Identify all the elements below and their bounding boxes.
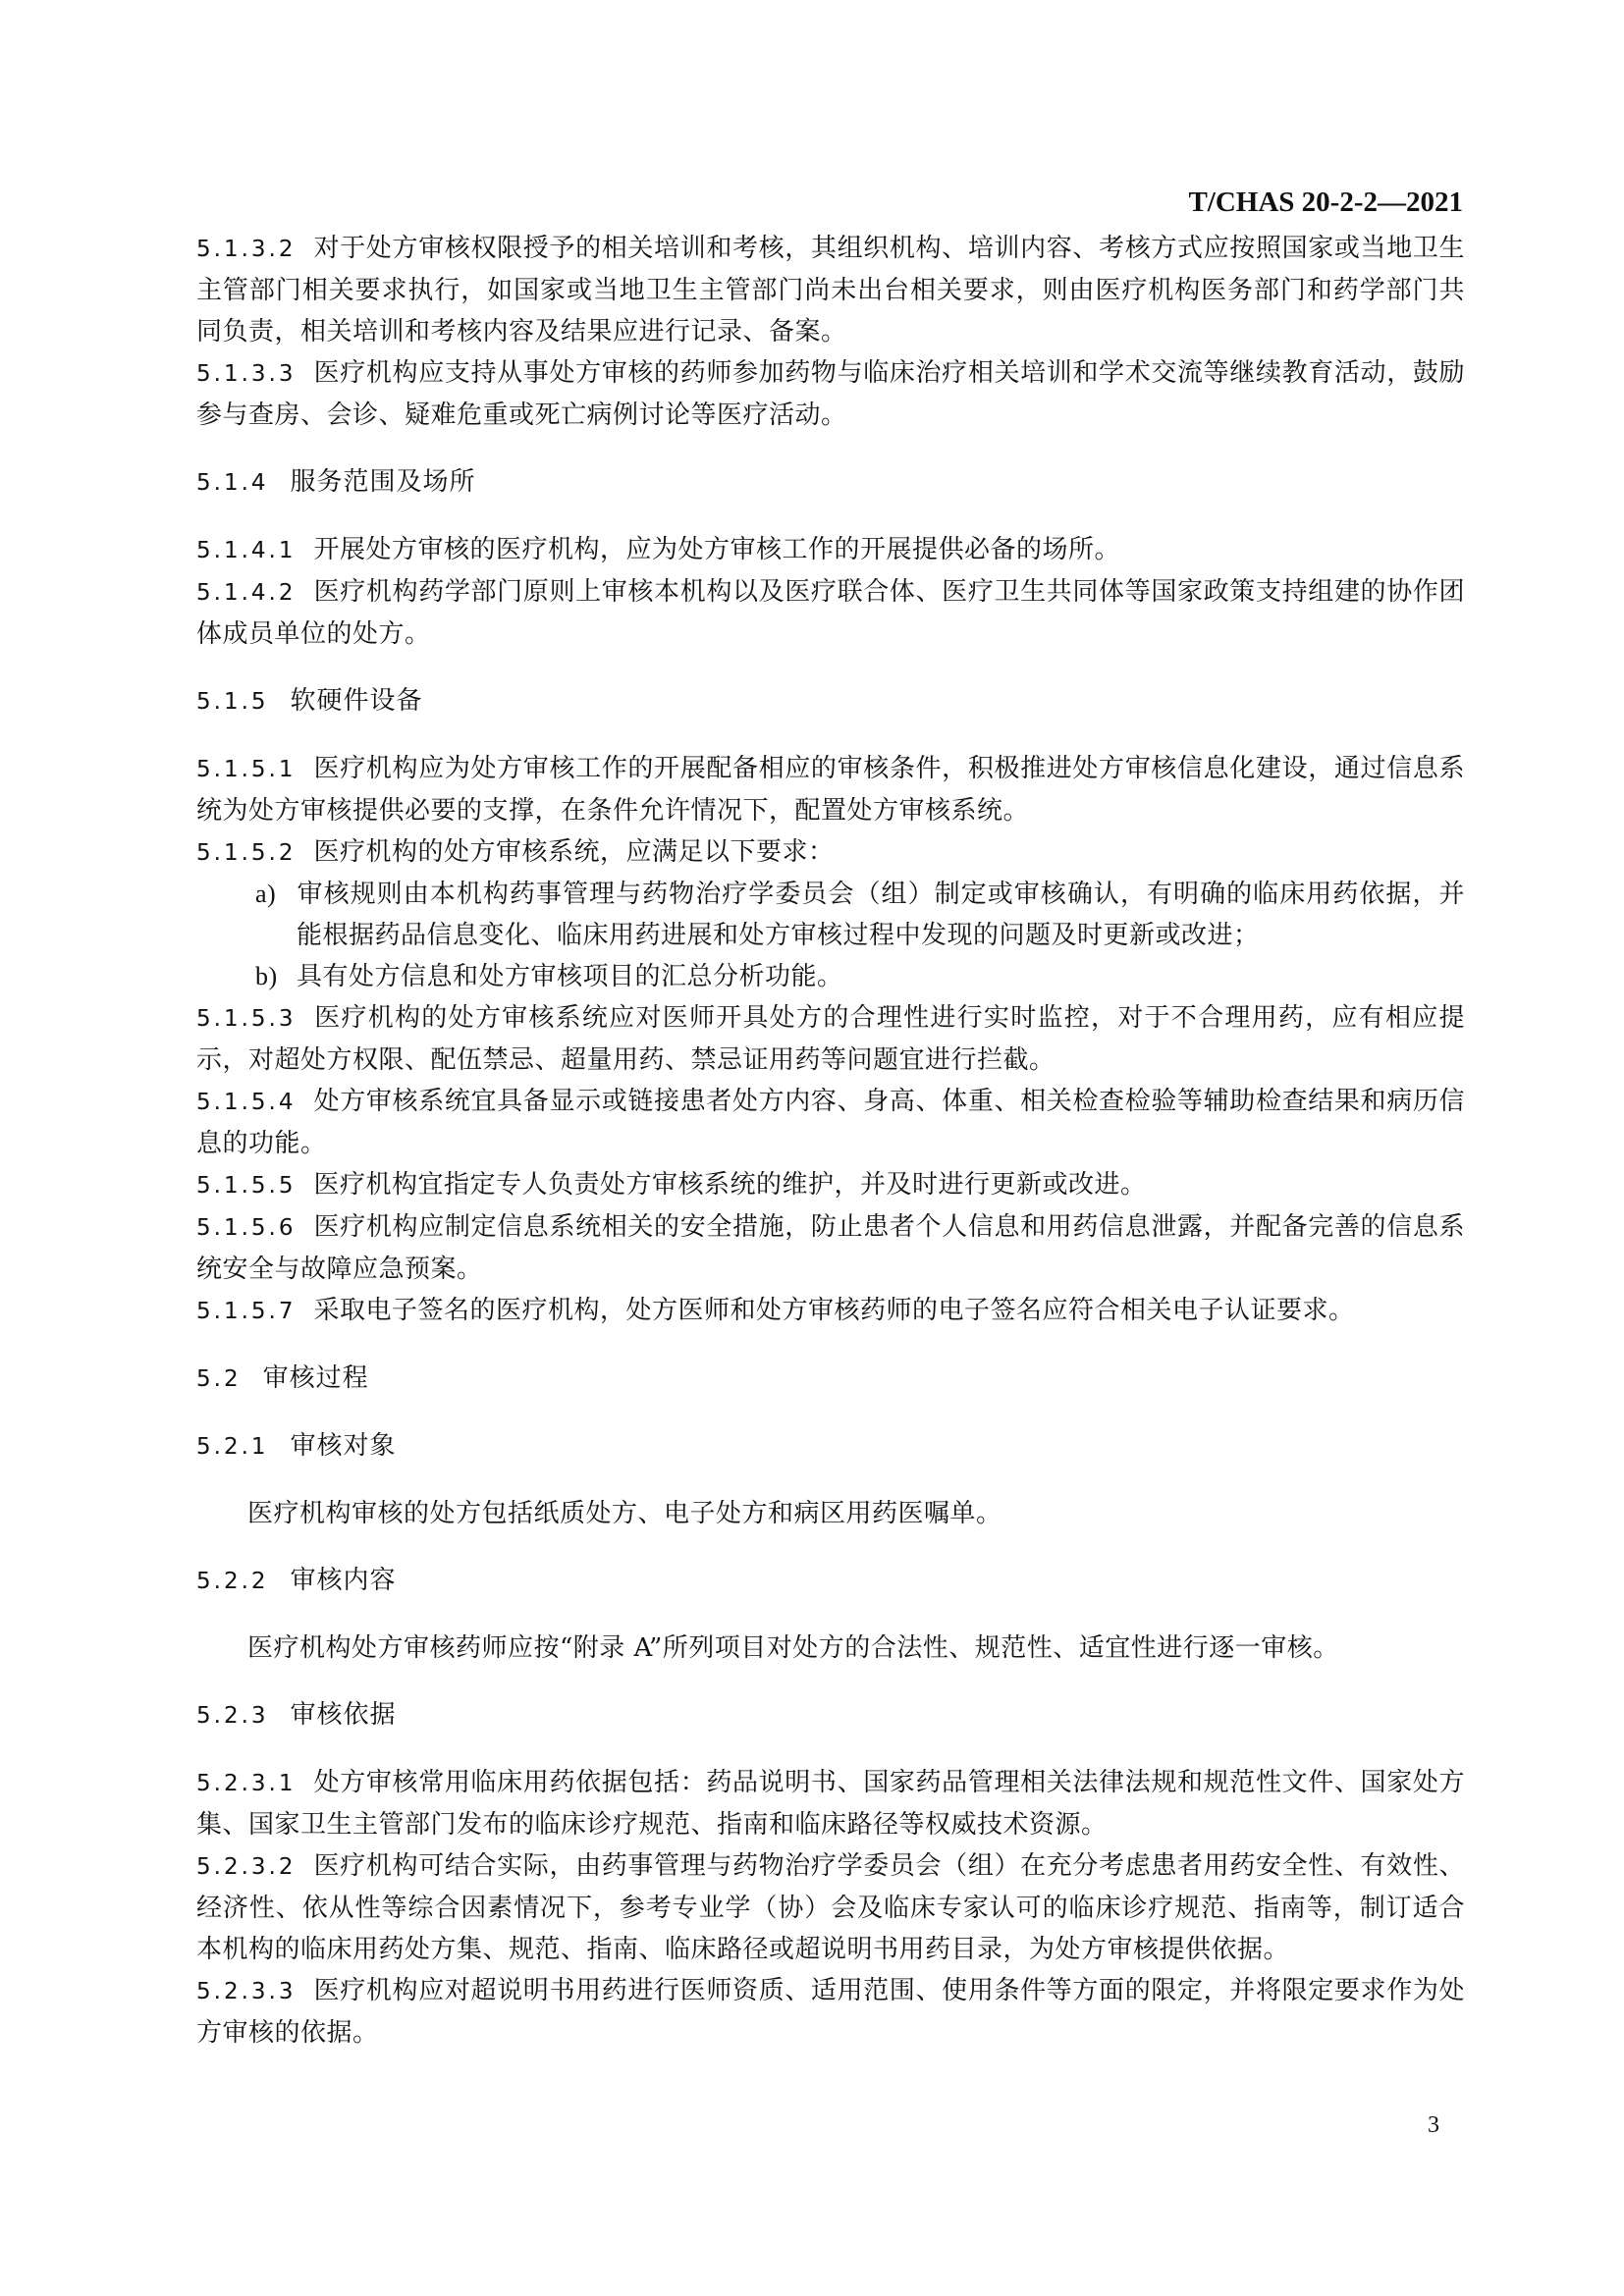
document-body [196, 228, 1465, 2054]
section-heading [196, 461, 1465, 504]
clause-number: 5.1.3.3 [196, 361, 297, 387]
paragraph [196, 1493, 1465, 1534]
clause-paragraph [196, 1164, 1465, 1206]
clause-paragraph [196, 529, 1465, 571]
clause-number: 5.2.3.2 [196, 1854, 297, 1880]
clause-number: 5.1.5 [196, 689, 269, 715]
clause-paragraph [196, 1290, 1465, 1332]
clause-paragraph [196, 352, 1465, 436]
clause-paragraph [196, 228, 1465, 352]
list-marker: a) [255, 880, 277, 908]
clause-number: 5.1.5.6 [196, 1215, 297, 1241]
clause-text: 服务范围及场所 [290, 467, 476, 497]
clause-text: 医疗机构应制定信息系统相关的安全措施，防止患者个人信息和用药信息泄露，并配备完善的信息系统安全与故障应急预案。 [196, 1212, 1465, 1284]
standard-code: T/CHAS 20-2-2—2021 [1188, 187, 1463, 218]
clause-text: 医疗机构审核的处方包括纸质处方、电子处方和病区用药医嘱单。 [247, 1499, 1002, 1528]
clause-number: 5.2.3 [196, 1703, 269, 1729]
section-heading [196, 680, 1465, 722]
clause-text: 审核规则由本机构药事管理与药物治疗学委员会（组）制定或审核确认，有明确的临床用药依据，并能根据药品信息变化、临床用药进展和处方审核过程中发现的问题及时更新或改进； [297, 880, 1465, 950]
clause-paragraph [196, 1845, 1465, 1970]
clause-text: 医疗机构处方审核药师应按“附录 A”所列项目对处方的合法性、规范性、适宜性进行逐一审核。 [247, 1633, 1339, 1663]
page-number: 3 [1428, 2112, 1439, 2138]
clause-text: 开展处方审核的医疗机构，应为处方审核工作的开展提供必备的场所。 [313, 535, 1120, 564]
clause-number: 5.1.5.1 [196, 757, 297, 782]
paragraph [196, 1628, 1465, 1669]
clause-number: 5.1.4 [196, 470, 269, 496]
section-heading [196, 1425, 1465, 1468]
clause-paragraph [196, 1206, 1465, 1290]
clause-number: 5.1.5.4 [196, 1090, 297, 1115]
clause-text: 医疗机构应对超说明书用药进行医师资质、适用范围、使用条件等方面的限定，并将限定要求作为处方审核的依据。 [196, 1976, 1465, 2048]
clause-number: 5.2.3.3 [196, 1979, 297, 2004]
clause-number: 5.1.4.2 [196, 580, 297, 606]
clause-paragraph [196, 748, 1465, 831]
list-item [196, 874, 1465, 956]
clause-paragraph [196, 1081, 1465, 1164]
clause-number: 5.2.2 [196, 1569, 269, 1594]
section-heading [196, 1560, 1465, 1602]
clause-number: 5.1.4.1 [196, 538, 297, 563]
section-heading [196, 1694, 1465, 1736]
clause-text: 审核内容 [290, 1566, 397, 1595]
clause-number: 5.1.5.3 [196, 1006, 297, 1032]
clause-text: 具有处方信息和处方审核项目的汇总分析功能。 [297, 962, 843, 991]
clause-number: 5.1.3.2 [196, 237, 297, 262]
clause-number: 5.2 [196, 1366, 242, 1392]
clause-paragraph [196, 831, 1465, 874]
clause-text: 采取电子签名的医疗机构，处方医师和处方审核药师的电子签名应符合相关电子认证要求。 [313, 1296, 1355, 1325]
section-heading [196, 1358, 1465, 1400]
clause-text: 处方审核常用临床用药依据包括：药品说明书、国家药品管理相关法律法规和规范性文件、国家处方集、国家卫生主管部门发布的临床诊疗规范、指南和临床路径等权威技术资源。 [196, 1768, 1465, 1840]
clause-text: 医疗机构的处方审核系统应对医师开具处方的合理性进行实时监控，对于不合理用药，应有相应提示，对超处方权限、配伍禁忌、超量用药、禁忌证用药等问题宜进行拦截。 [196, 1003, 1465, 1075]
clause-text: 医疗机构药学部门原则上审核本机构以及医疗联合体、医疗卫生共同体等国家政策支持组建的协作团体成员单位的处方。 [196, 577, 1465, 649]
clause-paragraph [196, 997, 1465, 1081]
clause-text: 医疗机构应为处方审核工作的开展配备相应的审核条件，积极推进处方审核信息化建设，通过信息系统为处方审核提供必要的支撑，在条件允许情况下，配置处方审核系统。 [196, 754, 1465, 826]
clause-text: 审核对象 [290, 1431, 397, 1461]
clause-text: 审核依据 [290, 1700, 397, 1730]
clause-paragraph [196, 571, 1465, 655]
clause-text: 医疗机构应支持从事处方审核的药师参加药物与临床治疗相关培训和学术交流等继续教育活动，鼓励参与查房、会诊、疑难危重或死亡病例讨论等医疗活动。 [196, 358, 1465, 430]
clause-number: 5.2.3.1 [196, 1771, 297, 1796]
clause-text: 医疗机构宜指定专人负责处方审核系统的维护，并及时进行更新或改进。 [313, 1170, 1147, 1200]
clause-text: 审核过程 [262, 1363, 369, 1393]
clause-number: 5.1.5.2 [196, 840, 297, 866]
clause-paragraph [196, 1970, 1465, 2054]
clause-text: 医疗机构的处方审核系统，应满足以下要求： [313, 837, 835, 867]
clause-number: 5.1.5.5 [196, 1173, 297, 1199]
clause-text: 处方审核系统宜具备显示或链接患者处方内容、身高、体重、相关检查检验等辅助检查结果和病历信息的功能。 [196, 1087, 1465, 1158]
clause-paragraph [196, 1762, 1465, 1845]
clause-text: 对于处方审核权限授予的相关培训和考核，其组织机构、培训内容、考核方式应按照国家或当地卫生主管部门相关要求执行，如国家或当地卫生主管部门尚未出台相关要求，则由医疗机构医务部门和药学部门共同负责，相关培训和考核内容及结果应进行记录、备案。 [196, 234, 1465, 347]
list-marker: b) [255, 962, 278, 990]
clause-text: 医疗机构可结合实际，由药事管理与药物治疗学委员会（组）在充分考虑患者用药安全性、有效性、经济性、依从性等综合因素情况下，参考专业学（协）会及临床专家认可的临床诊疗规范、指南等，制订适合本机构的临床用药处方集、规范、指南、临床路径或超说明书用药目录，为处方审核提供依据。 [196, 1851, 1465, 1964]
clause-number: 5.2.1 [196, 1434, 269, 1460]
clause-text: 软硬件设备 [290, 686, 423, 716]
clause-number: 5.1.5.7 [196, 1299, 297, 1324]
list-item [196, 956, 1465, 997]
